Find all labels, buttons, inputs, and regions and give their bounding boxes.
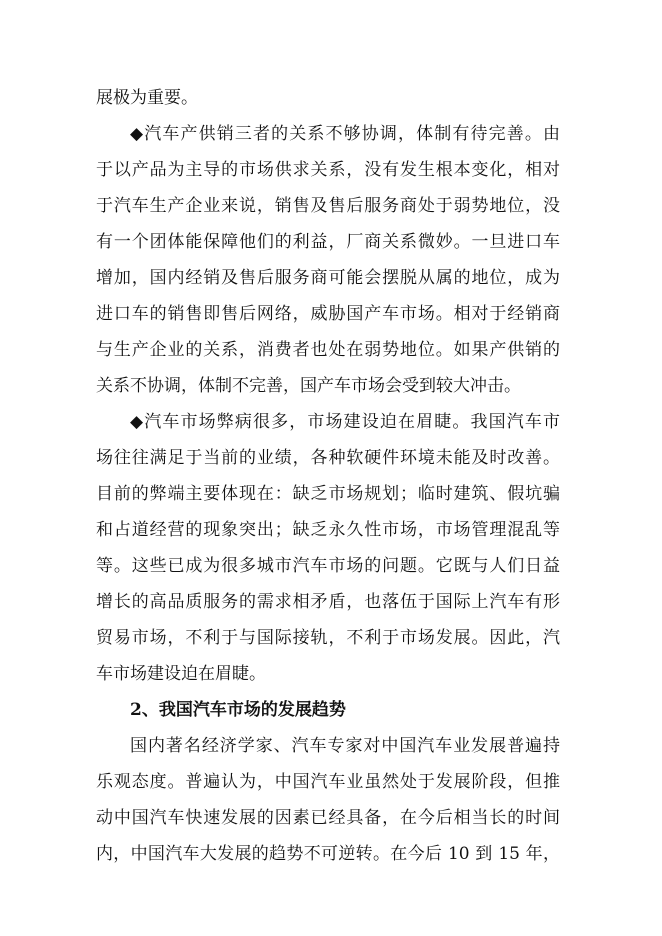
text-line: 于汽车生产企业来说，销售及售后服务商处于弱势地位，没 (96, 196, 560, 216)
text-line: 车市场建设迫在眉睫。 (96, 664, 266, 684)
text-line: 乐观态度。普遍认为，中国汽车业虽然处于发展阶段，但推 (96, 772, 560, 792)
text-line: 有一个团体能保障他们的利益，厂商关系微妙。一旦进口车 (96, 232, 560, 252)
text-line: 展极为重要。 (96, 88, 198, 108)
text-line: 等。这些已成为很多城市汽车市场的问题。它既与人们日益 (96, 556, 560, 576)
text-line: 增长的高品质服务的需求相矛盾，也落伍于国际上汽车有形 (96, 592, 560, 612)
paragraph-bullet-market-issues: ◆汽车市场弊病很多，市场建设迫在眉睫。我国汽车市 (130, 412, 560, 432)
text-line: 目前的弊端主要体现在：缺乏市场规划；临时建筑、假坑骗 (96, 484, 560, 504)
text-line: 动中国汽车快速发展的因素已经具备，在今后相当长的时间 (96, 808, 560, 828)
text-line: 贸易市场，不利于与国际接轨，不利于市场发展。因此，汽 (96, 628, 560, 648)
text-line: 场往往满足于当前的业绩，各种软硬件环境未能及时改善。 (96, 448, 560, 468)
text-line: 进口车的销售即售后网络，威胁国产车市场。相对于经销商 (96, 304, 560, 324)
paragraph-bullet-coordination: ◆汽车产供销三者的关系不够协调，体制有待完善。由 (130, 124, 560, 144)
text-line: 与生产企业的关系，消费者也处在弱势地位。如果产供销的 (96, 340, 560, 360)
text-line: 增加，国内经销及售后服务商可能会摆脱从属的地位，成为 (96, 268, 560, 288)
text-line: 和占道经营的现象突出；缺乏永久性市场，市场管理混乱等 (96, 520, 560, 540)
paragraph-trend-start: 国内著名经济学家、汽车专家对中国汽车业发展普遍持 (130, 736, 560, 756)
text-line: 于以产品为主导的市场供求关系，没有发生根本变化，相对 (96, 160, 560, 180)
text-line: 内，中国汽车大发展的趋势不可逆转。在今后 10 到 15 年， (96, 844, 560, 864)
text-line: 关系不协调，体制不完善，国产车市场会受到较大冲击。 (96, 376, 521, 396)
section-heading: 2、我国汽车市场的发展趋势 (130, 700, 346, 720)
body-text (96, 80, 560, 872)
